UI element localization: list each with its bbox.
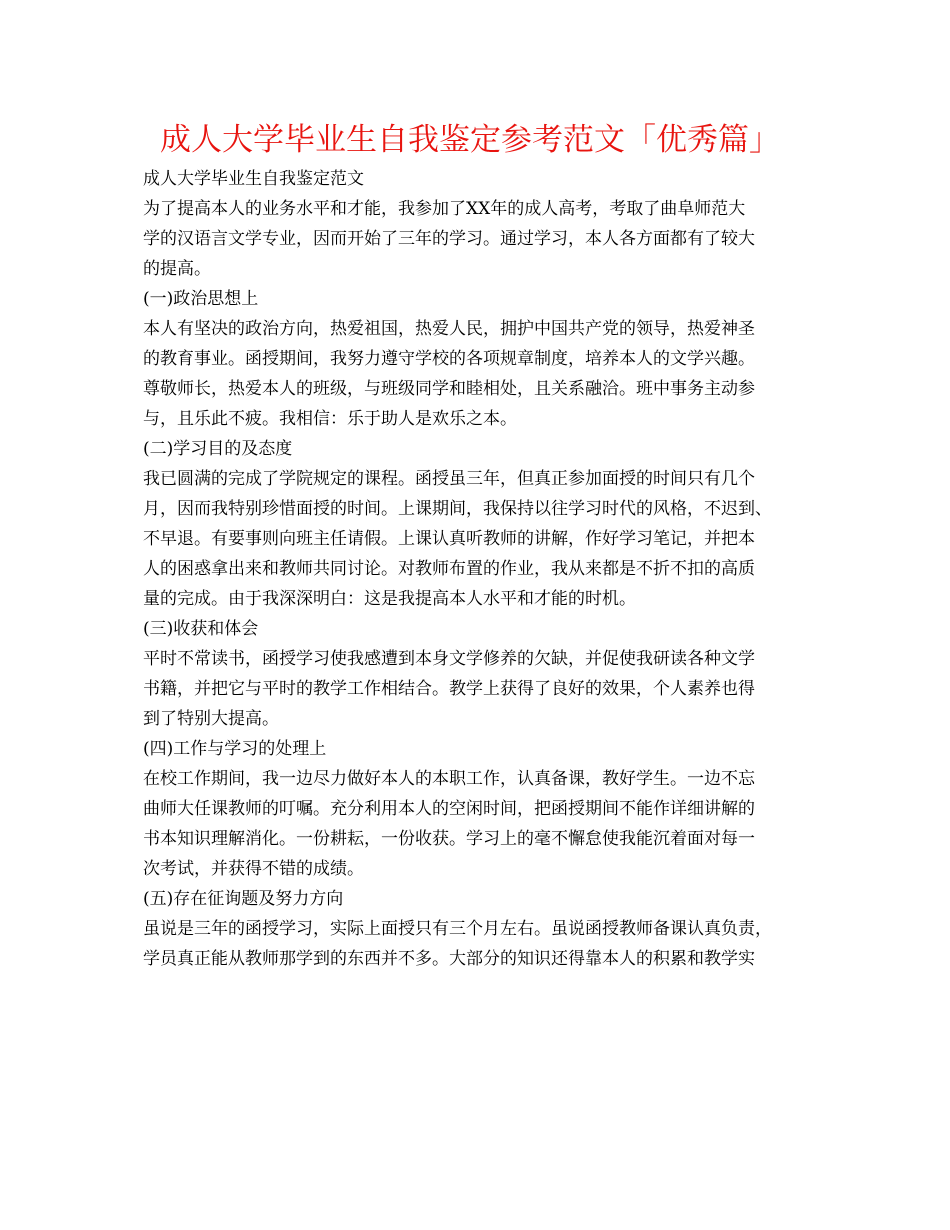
paragraph-line: 次考试，并获得不错的成绩。 [143,859,364,879]
section-heading: (五)存在征询题及努力方向 [143,889,344,909]
paragraph-line: 我已圆满的完成了学院规定的课程。函授虽三年，但真正参加面授的时间只有几个 [143,469,755,489]
paragraph-line: 人的困惑拿出来和教师共同讨论。对教师布置的作业，我从来都是不折不扣的高质 [143,559,755,579]
paragraph-line: 到了特别大提高。 [143,709,279,729]
paragraph-line: 书籍，并把它与平时的教学工作相结合。教学上获得了良好的效果，个人素养也得 [143,679,755,699]
paragraph-line: 书本知识理解消化。一份耕耘，一份收获。学习上的毫不懈怠使我能沉着面对每一 [143,829,755,849]
paragraph-line: 与，且乐此不疲。我相信：乐于助人是欢乐之本。 [143,409,517,429]
paragraph-line: 为了提高本人的业务水平和才能，我参加了XX年的成人高考，考取了曲阜师范大 [143,199,746,219]
section-heading: (四)工作与学习的处理上 [143,739,327,759]
paragraph-line: 曲师大任课教师的叮嘱。充分利用本人的空闲时间，把函授期间不能作详细讲解的 [143,799,755,819]
paragraph-line: 学员真正能从教师那学到的东西并不多。大部分的知识还得靠本人的积累和教学实 [143,949,755,969]
paragraph-line: 虽说是三年的函授学习，实际上面授只有三个月左右。虽说函授教师备课认真负责， [143,919,772,939]
section-heading: (二)学习目的及态度 [143,439,293,459]
paragraph-line: 在校工作期间，我一边尽力做好本人的本职工作，认真备课，教好学生。一边不忘 [143,769,755,789]
paragraph-line: 的提高。 [143,259,211,279]
section-heading: (一)政治思想上 [143,289,259,309]
intro-heading: 成人大学毕业生自我鉴定范文 [143,169,364,189]
document-body [143,164,833,974]
paragraph-line: 月，因而我特别珍惜面授的时间。上课期间，我保持以往学习时代的风格，不迟到、 [143,499,772,519]
paragraph-line: 量的完成。由于我深深明白：这是我提高本人水平和才能的时机。 [143,589,636,609]
paragraph-line: 本人有坚决的政治方向，热爱祖国，热爱人民，拥护中国共产党的领导，热爱神圣 [143,319,755,339]
paragraph-line: 尊敬师长，热爱本人的班级，与班级同学和睦相处，且关系融洽。班中事务主动参 [143,379,755,399]
section-heading: (三)收获和体会 [143,619,259,639]
document-title: 成人大学毕业生自我鉴定参考范文「优秀篇」 [160,122,780,158]
paragraph-line: 不早退。有要事则向班主任请假。上课认真听教师的讲解，作好学习笔记，并把本 [143,529,755,549]
paragraph-line: 的教育事业。函授期间，我努力遵守学校的各项规章制度，培养本人的文学兴趣。 [143,349,755,369]
paragraph-line: 平时不常读书，函授学习使我感遭到本身文学修养的欠缺，并促使我研读各种文学 [143,649,755,669]
paragraph-line: 学的汉语言文学专业，因而开始了三年的学习。通过学习，本人各方面都有了较大 [143,229,755,249]
